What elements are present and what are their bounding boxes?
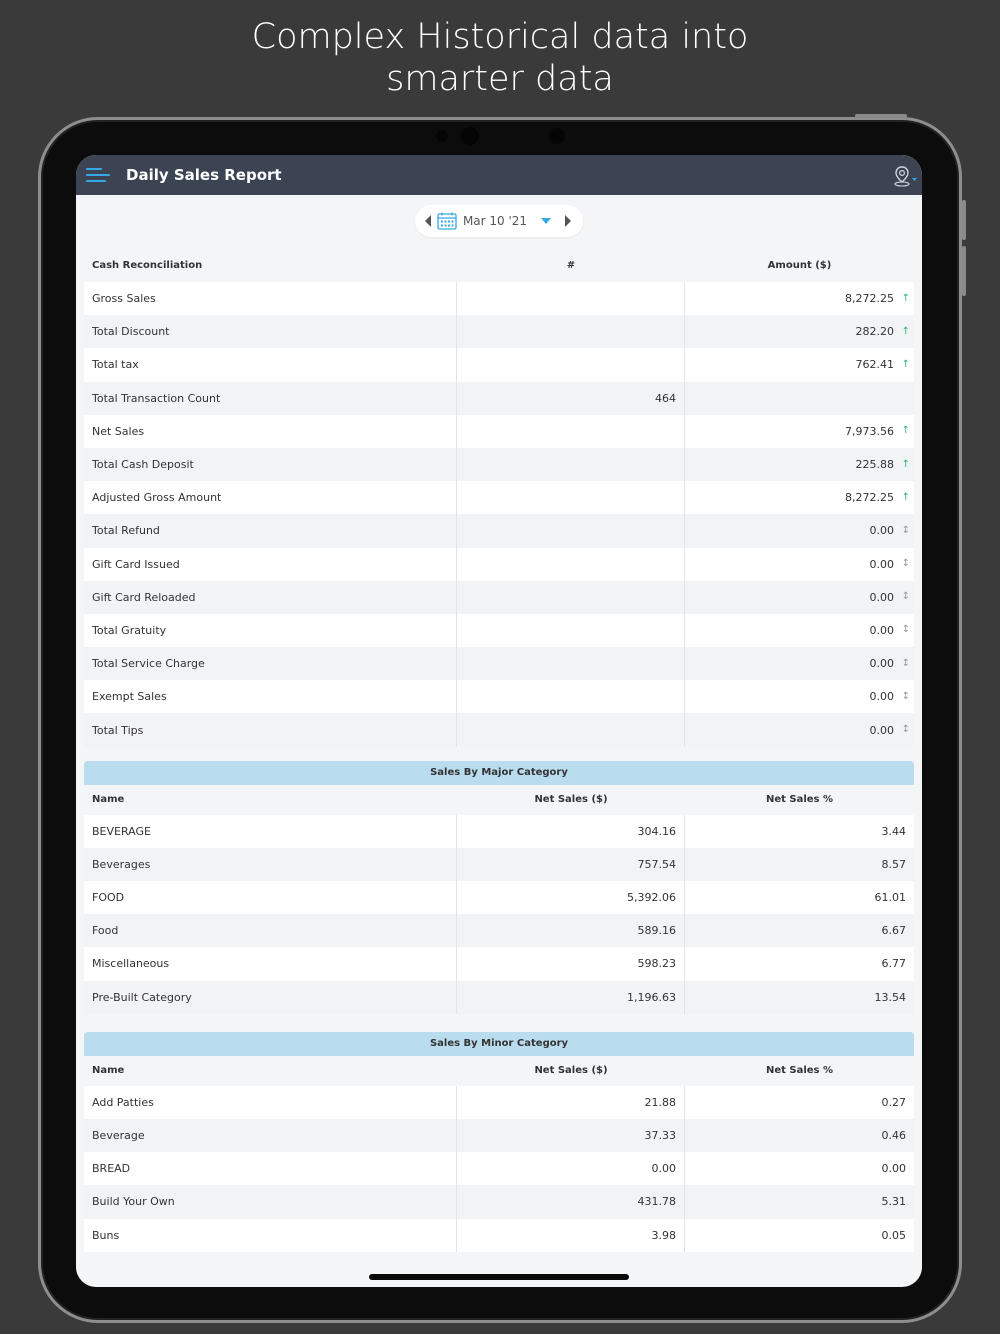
table-row[interactable]	[84, 548, 914, 581]
tablet-volume-button	[962, 246, 966, 296]
section-title: Sales By Major Category	[84, 761, 914, 785]
row-net-sales-pct: 6.67	[881, 924, 906, 938]
table-row[interactable]	[84, 282, 914, 315]
table-row[interactable]	[84, 647, 914, 680]
trend-up-icon: ↑	[901, 458, 910, 470]
table-row[interactable]	[84, 1152, 914, 1185]
row-name: Adjusted Gross Amount	[84, 481, 457, 514]
row-net-sales: 3.98	[457, 1219, 685, 1252]
table-row[interactable]	[84, 415, 914, 448]
camera-dot	[436, 130, 448, 142]
row-count	[457, 680, 685, 713]
row-name: Total Refund	[84, 514, 457, 547]
next-date-icon[interactable]	[565, 215, 571, 227]
row-amount: 7,973.56	[845, 424, 894, 438]
column-header-name: Cash Reconciliation	[92, 260, 203, 271]
row-amount-cell	[685, 614, 914, 647]
row-name: Total Service Charge	[84, 647, 457, 680]
trend-flat-icon: ↕	[901, 690, 910, 702]
table-row[interactable]	[84, 1119, 914, 1152]
row-amount-cell	[685, 348, 914, 381]
section-title: Sales By Minor Category	[84, 1032, 914, 1056]
row-name: Exempt Sales	[84, 680, 457, 713]
row-net-sales: 0.00	[457, 1152, 685, 1185]
row-name: Pre-Built Category	[84, 981, 457, 1014]
row-count	[457, 481, 685, 514]
row-count	[457, 713, 685, 746]
table-row[interactable]	[84, 947, 914, 980]
row-amount: 0.00	[869, 524, 894, 538]
table-row[interactable]	[84, 614, 914, 647]
date-navigator	[84, 205, 914, 237]
row-name: Total tax	[84, 348, 457, 381]
row-name: Gross Sales	[84, 282, 457, 315]
table-row[interactable]	[84, 881, 914, 914]
row-name: Beverages	[84, 848, 457, 881]
row-amount: 0.00	[869, 690, 894, 704]
tablet-volume-button	[962, 200, 966, 240]
row-net-sales-pct: 61.01	[874, 891, 906, 905]
row-net-sales: 757.54	[457, 848, 685, 881]
app-screen	[76, 155, 922, 1287]
row-amount: 0.00	[869, 623, 894, 637]
row-amount-cell	[685, 448, 914, 481]
headline-line-2: smarter data	[386, 59, 614, 99]
table-row[interactable]	[84, 981, 914, 1014]
column-header-amount: Amount ($)	[767, 260, 832, 271]
row-count	[457, 514, 685, 547]
row-count: 464	[457, 382, 685, 415]
row-net-sales: 5,392.06	[457, 881, 685, 914]
row-name: Build Your Own	[84, 1185, 457, 1218]
table-row[interactable]	[84, 815, 914, 848]
row-amount-cell	[685, 713, 914, 746]
row-amount: 0.00	[869, 590, 894, 604]
row-net-sales: 21.88	[457, 1086, 685, 1119]
trend-flat-icon: ↕	[901, 657, 910, 669]
row-amount-cell	[685, 647, 914, 680]
column-header-name: Name	[92, 794, 125, 806]
row-count	[457, 614, 685, 647]
row-amount: 282.20	[855, 325, 894, 339]
row-name: Total Tips	[84, 713, 457, 746]
minor-category-table	[84, 1032, 914, 1252]
row-count	[457, 315, 685, 348]
row-net-sales: 598.23	[457, 947, 685, 980]
cash-reconciliation-table	[84, 249, 914, 747]
row-amount: 0.00	[869, 557, 894, 571]
row-count	[457, 448, 685, 481]
row-amount: 225.88	[855, 458, 894, 472]
row-name: BEVERAGE	[84, 815, 457, 848]
row-amount-cell	[685, 382, 914, 415]
row-name: Add Patties	[84, 1086, 457, 1119]
row-name: Gift Card Issued	[84, 548, 457, 581]
table-row[interactable]	[84, 713, 914, 746]
trend-up-icon: ↑	[901, 292, 910, 304]
location-pin-icon[interactable]	[892, 165, 918, 187]
trend-flat-icon: ↕	[901, 624, 910, 636]
row-net-sales-pct: 8.57	[881, 857, 906, 871]
home-indicator[interactable]	[369, 1274, 629, 1280]
row-name: Total Transaction Count	[84, 382, 457, 415]
row-net-sales-pct: 3.44	[881, 824, 906, 838]
row-count	[457, 415, 685, 448]
row-name: Miscellaneous	[84, 947, 457, 980]
row-net-sales-pct: 5.31	[881, 1195, 906, 1209]
trend-up-icon: ↑	[901, 325, 910, 337]
calendar-icon[interactable]	[437, 212, 457, 230]
row-net-sales-pct: 0.27	[881, 1095, 906, 1109]
table-row[interactable]	[84, 581, 914, 614]
table-row[interactable]	[84, 848, 914, 881]
row-count	[457, 581, 685, 614]
row-name: Net Sales	[84, 415, 457, 448]
row-amount: 8,272.25	[845, 491, 894, 505]
row-count	[457, 282, 685, 315]
row-net-sales-pct: 6.77	[881, 957, 906, 971]
row-name: BREAD	[84, 1152, 457, 1185]
row-amount-cell	[685, 282, 914, 315]
chevron-down-icon[interactable]	[541, 218, 551, 224]
table-row[interactable]	[84, 382, 914, 415]
table-header	[84, 785, 914, 815]
column-header-net-sales: Net Sales ($)	[534, 1065, 608, 1077]
row-name: Beverage	[84, 1119, 457, 1152]
table-row[interactable]	[84, 1185, 914, 1218]
row-amount-cell	[685, 548, 914, 581]
row-count	[457, 348, 685, 381]
row-amount: 0.00	[869, 723, 894, 737]
table-header	[84, 1056, 914, 1086]
row-name: Food	[84, 914, 457, 947]
report-content	[76, 195, 922, 1252]
page-title: Daily Sales Report	[126, 166, 282, 184]
row-net-sales: 1,196.63	[457, 981, 685, 1014]
row-net-sales: 431.78	[457, 1185, 685, 1218]
selected-date: Mar 10 '21	[462, 214, 528, 228]
trend-up-icon: ↑	[901, 491, 910, 503]
trend-flat-icon: ↕	[901, 524, 910, 536]
row-name: Buns	[84, 1219, 457, 1252]
prev-date-icon[interactable]	[425, 215, 431, 227]
row-name: Total Gratuity	[84, 614, 457, 647]
row-amount-cell	[685, 680, 914, 713]
table-row[interactable]	[84, 914, 914, 947]
row-net-sales: 304.16	[457, 815, 685, 848]
row-name: Total Discount	[84, 315, 457, 348]
camera-dot	[549, 128, 565, 144]
table-row[interactable]	[84, 315, 914, 348]
camera-lens	[461, 127, 479, 145]
table-row[interactable]	[84, 348, 914, 381]
table-row[interactable]	[84, 1219, 914, 1252]
column-header-net-sales-pct: Net Sales %	[765, 1065, 834, 1077]
row-amount-cell	[685, 481, 914, 514]
row-amount: 0.00	[869, 657, 894, 671]
row-net-sales: 37.33	[457, 1119, 685, 1152]
row-count	[457, 548, 685, 581]
row-amount-cell	[685, 514, 914, 547]
marketing-headline	[0, 16, 1000, 100]
row-name: Gift Card Reloaded	[84, 581, 457, 614]
trend-flat-icon: ↕	[901, 591, 910, 603]
column-header-net-sales: Net Sales ($)	[534, 794, 608, 806]
date-picker[interactable]	[415, 205, 583, 237]
row-name: FOOD	[84, 881, 457, 914]
tablet-top-button	[855, 114, 907, 118]
row-net-sales: 589.16	[457, 914, 685, 947]
column-header-count: #	[566, 260, 576, 271]
headline-line-1: Complex Historical data into	[251, 17, 749, 57]
trend-up-icon: ↑	[901, 358, 910, 370]
row-amount-cell	[685, 315, 914, 348]
table-row[interactable]	[84, 448, 914, 481]
major-category-table	[84, 761, 914, 1014]
row-net-sales-pct: 0.05	[881, 1228, 906, 1242]
table-row[interactable]	[84, 1086, 914, 1119]
row-amount-cell	[685, 581, 914, 614]
row-amount: 8,272.25	[845, 292, 894, 306]
trend-up-icon: ↑	[901, 425, 910, 437]
table-row[interactable]	[84, 514, 914, 547]
app-header	[76, 155, 922, 195]
hamburger-icon[interactable]	[86, 167, 110, 183]
column-header-net-sales-pct: Net Sales %	[765, 794, 834, 806]
table-header	[84, 249, 914, 282]
row-net-sales-pct: 13.54	[874, 990, 906, 1004]
trend-flat-icon: ↕	[901, 724, 910, 736]
row-net-sales-pct: 0.00	[881, 1162, 906, 1176]
row-amount-cell	[685, 415, 914, 448]
table-row[interactable]	[84, 481, 914, 514]
trend-flat-icon: ↕	[901, 558, 910, 570]
row-net-sales-pct: 0.46	[881, 1129, 906, 1143]
row-amount: 762.41	[855, 358, 894, 372]
row-count	[457, 647, 685, 680]
table-row[interactable]	[84, 680, 914, 713]
column-header-name: Name	[92, 1065, 125, 1077]
row-name: Total Cash Deposit	[84, 448, 457, 481]
